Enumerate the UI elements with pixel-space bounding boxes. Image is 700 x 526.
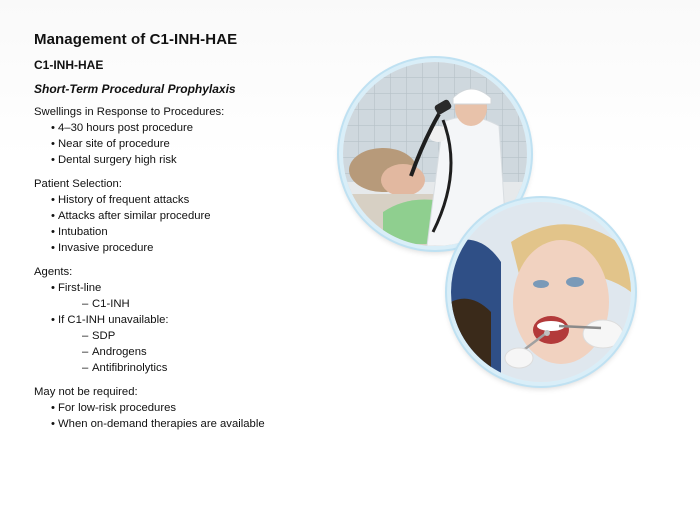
group-agents (34, 264, 334, 376)
sub-item-label: Androgens (92, 346, 147, 358)
group-heading: Patient Selection: (34, 178, 122, 190)
bullet-item: • 4–30 hours post procedure (34, 120, 334, 136)
bullet-item: • Intubation (34, 224, 334, 240)
group-not-required (34, 384, 334, 432)
dentist-pattern (451, 299, 491, 382)
slide-title: Management of C1-INH-HAE (34, 31, 238, 48)
bullet-item: • For low-risk procedures (34, 400, 334, 416)
dentist-glove (583, 320, 623, 348)
bullet-item: • When on-demand therapies are available (34, 416, 334, 432)
slide-subtitle: C1-INH-HAE (34, 58, 104, 72)
dental-illustration (451, 202, 631, 382)
dash-marker: – (82, 346, 89, 358)
dental-photo (447, 198, 635, 386)
patient-eye (566, 277, 584, 287)
bullet-item: • Invasive procedure (34, 240, 334, 256)
group-heading: Agents: (34, 266, 73, 278)
sub-item (34, 344, 334, 360)
sub-item-label: C1-INH (92, 298, 130, 310)
patient-face (381, 164, 425, 196)
bullet-item: • Attacks after similar procedure (34, 208, 334, 224)
slide-content (34, 104, 334, 440)
bullet-item: • If C1-INH unavailable: (34, 312, 334, 328)
dash-marker: – (82, 362, 89, 374)
sub-item (34, 360, 334, 376)
group-heading: May not be required: (34, 386, 138, 398)
dash-marker: – (82, 298, 89, 310)
group-patient-selection (34, 176, 334, 256)
bullet-item: • Dental surgery high risk (34, 152, 334, 168)
bullet-item: • Near site of procedure (34, 136, 334, 152)
group-swellings (34, 104, 334, 168)
sub-item-label: SDP (92, 330, 116, 342)
bullet-item: • History of frequent attacks (34, 192, 334, 208)
group-heading: Swellings in Response to Procedures: (34, 106, 225, 118)
sub-item (34, 328, 334, 344)
bullet-item: • First-line (34, 280, 334, 296)
dash-marker: – (82, 330, 89, 342)
sub-item (34, 296, 334, 312)
section-heading: Short-Term Procedural Prophylaxis (34, 82, 236, 96)
sub-item-label: Antifibrinolytics (92, 362, 168, 374)
